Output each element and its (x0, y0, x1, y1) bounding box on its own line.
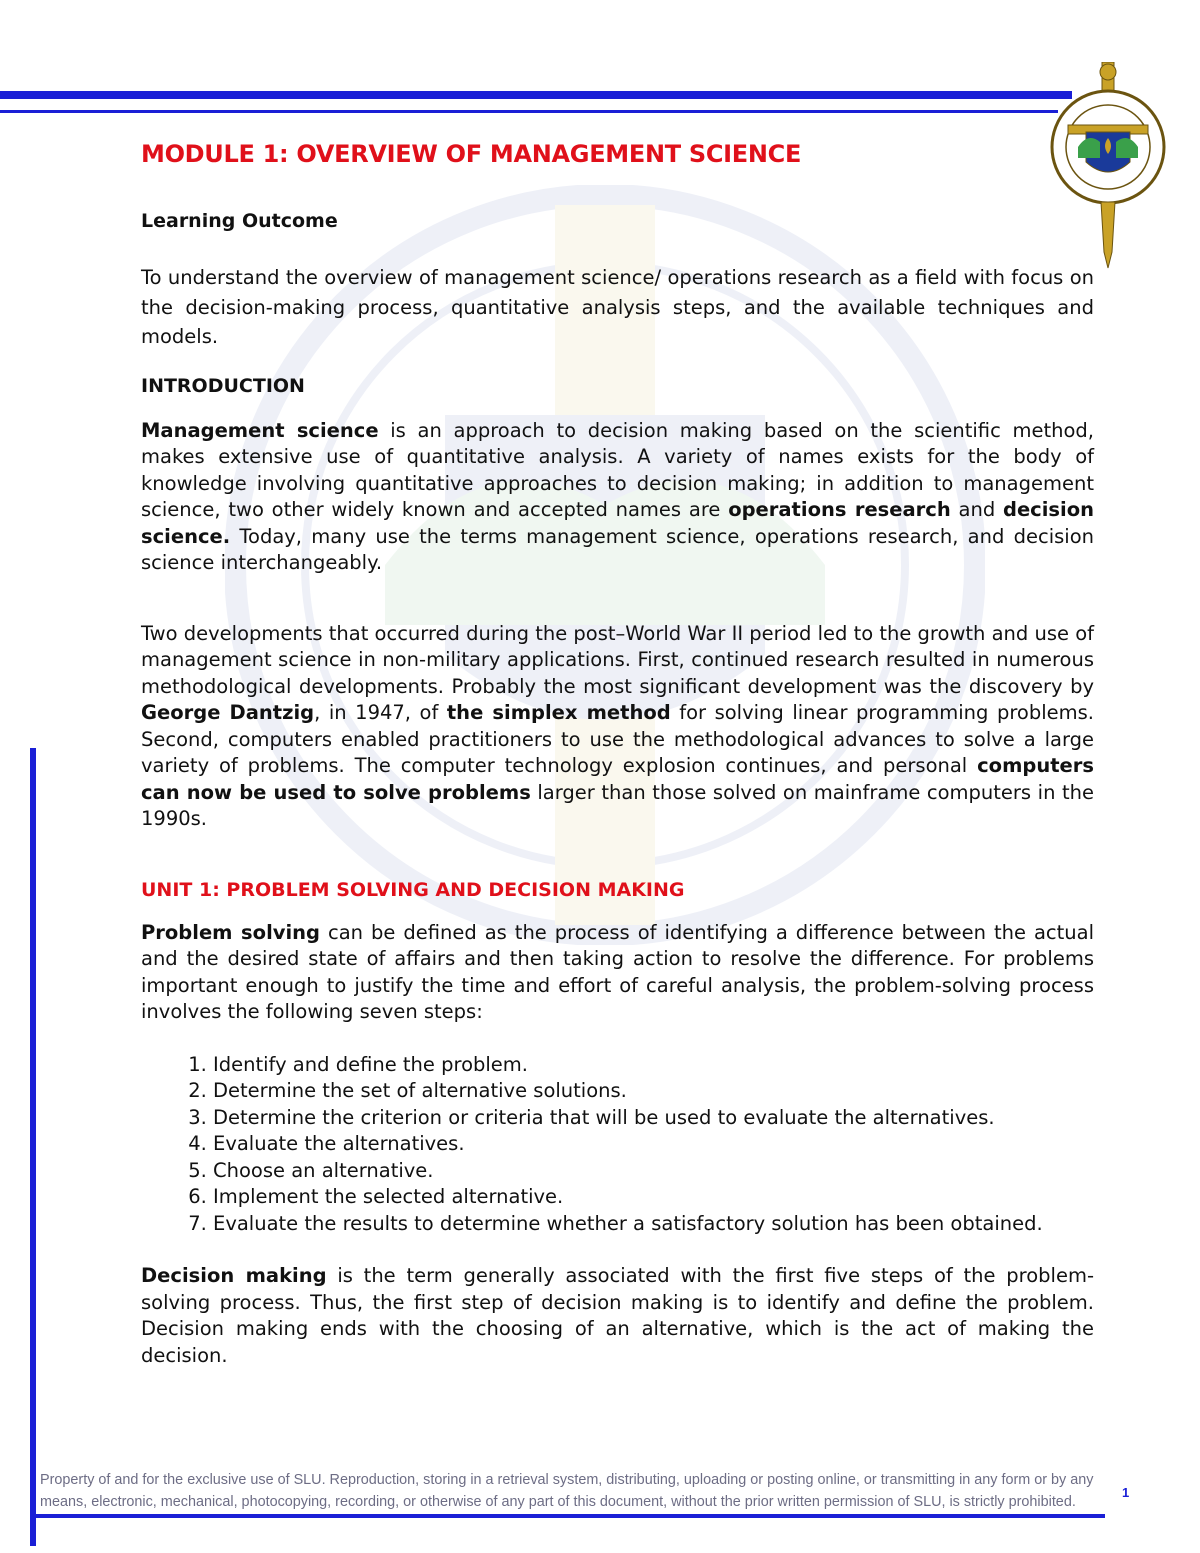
left-margin-line (30, 748, 36, 1546)
introduction-heading: INTRODUCTION (141, 374, 305, 397)
problem-solving-paragraph: Problem solving can be defined as the process of identifying a difference between the actual and the desired state of affairs and then taking action to resolve the difference. For problems important enough to justify the time and effort of careful analysis, the problem-solving process involves the following seven steps: (141, 920, 1094, 1023)
list-item: 6. Implement the selected alternative. (213, 1184, 1094, 1211)
list-item: 7. Evaluate the results to determine whether a satisfactory solution has been obtained. (213, 1211, 1094, 1238)
decision-making-paragraph: Decision making is the term generally associated with the first five steps of the problem-solving process. Thus, the first step of decision making is to identify and define the problem. Decision making ends with the choosing of an alternative, which is the act of making the decision. (141, 1264, 1094, 1367)
learning-outcome-heading: Learning Outcome (141, 210, 338, 232)
term-computers: computers can now be used to solve problems (141, 754, 1094, 804)
footer-copyright-notice: Property of and for the exclusive use of SLU. Reproduction, storing in a retrieval system, distributing, uploading or posting online, or transmitting in any form or by any means, electronic, mechanical, photocopying, recording, or otherwise of any part of this document, without the prior written permission of SLU, is strictly prohibited. (40, 1472, 1094, 1510)
term-operations-research: operations research (728, 498, 951, 521)
list-item: 4. Evaluate the alternatives. (213, 1131, 1094, 1158)
list-item: 1. Identify and define the problem. (213, 1052, 1094, 1079)
term-george-dantzig: George Dantzig (141, 701, 315, 724)
document-body (141, 140, 1094, 1369)
problem-solving-steps (141, 1052, 1094, 1238)
list-item: 3. Determine the criterion or criteria that will be used to evaluate the alternatives. (213, 1105, 1094, 1132)
header-rule-thin (0, 110, 1058, 113)
introduction-paragraph-1: Management science is an approach to decision making based on the scientific method, makes extensive use of quantitative analysis. A variety of names exists for the body of knowledge involving quantitative approaches to decision making; in addition to management science, two other widely known and accepted names are operations research and decision science. Today, many use the terms management science, operations research, and decision science interchangeably. (141, 418, 1094, 574)
learning-outcome-text: To understand the overview of management science/ operations research as a field with focus on the decision-making process, quantitative analysis steps, and the available techniques and models. (141, 266, 1094, 348)
unit1-heading: UNIT 1: PROBLEM SOLVING AND DECISION MAKING (141, 878, 685, 901)
list-item: 5. Choose an alternative. (213, 1158, 1094, 1185)
term-decision-making: Decision making (141, 1264, 327, 1287)
term-decision-science: decision science. (141, 498, 1094, 548)
term-problem-solving: Problem solving (141, 920, 320, 944)
footer-rule (30, 1514, 1105, 1518)
module-title: MODULE 1: OVERVIEW OF MANAGEMENT SCIENCE (141, 140, 802, 168)
header-rule-thick (0, 91, 1072, 99)
page-number: 1 (1122, 1485, 1130, 1500)
introduction-paragraph-2: Two developments that occurred during the post–World War II period led to the growth and use of management science in non-military applications. First, continued research resulted in numerous methodological developments. Probably the most significant development was the discovery by George Dantzig, in 1947, of the simplex method for solving linear programming problems. Second, computers enabled practitioners to use the methodological advances to solve a large variety of problems. The computer technology explosion continues, and personal computers can now be used to solve problems larger than those solved on mainframe computers in the 1990s. (141, 621, 1094, 830)
term-management-science: Management science (141, 418, 379, 442)
list-item: 2. Determine the set of alternative solutions. (213, 1078, 1094, 1105)
term-simplex-method: the simplex method (446, 701, 671, 724)
